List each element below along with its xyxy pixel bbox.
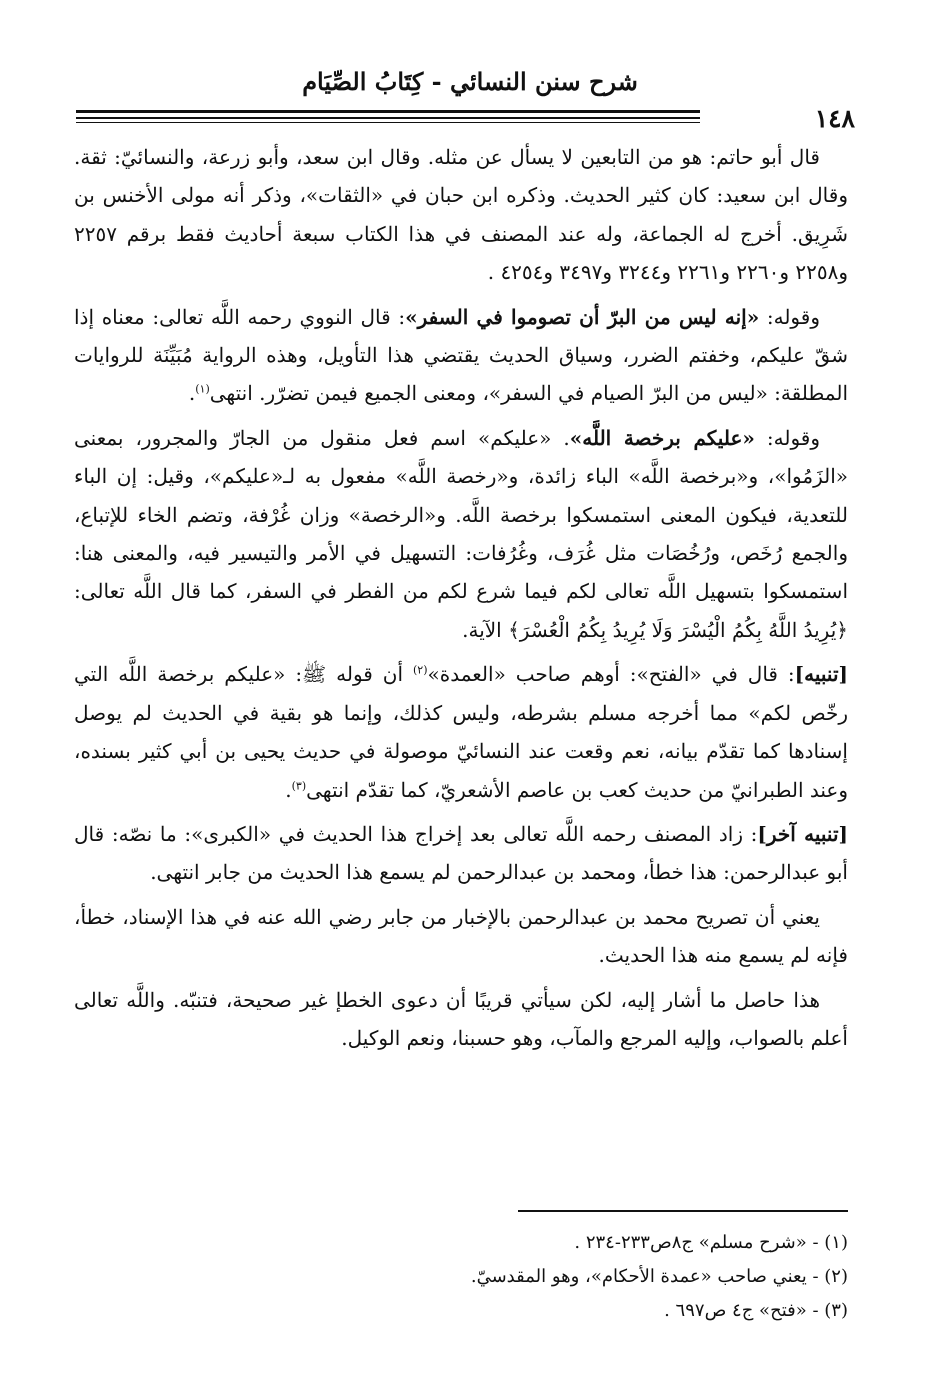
notice-label: [تنبيه] xyxy=(794,662,848,687)
paragraph-text: : قال في «الفتح»: أوهم صاحب «العمدة» xyxy=(427,662,795,687)
paragraph-end: . xyxy=(188,381,196,406)
paragraph-lead: وقوله: xyxy=(754,425,821,450)
paragraph-text: : قال النووي رحمه اللَّه تعالى: معناه إذا شقّ عليكم، وخفتم الضرر، وسياق الحديث يقتضي هذا التأويل، وهذه الرواية مُبَيِّنَة للروايات المطلقة: «ليس من البرّ الصيام في السفر»، ومعنى الجميع فيمن تضرّر. انتهى xyxy=(74,304,848,406)
footnote-marker: (٣) xyxy=(291,778,307,792)
page-number: ١٤٨ xyxy=(814,104,855,133)
header-rule xyxy=(76,117,700,119)
hadith-quote: «إنه ليس من البرّ أن تصوموا في السفر» xyxy=(405,304,760,329)
paragraph-explanation: يعني أن تصريح محمد بن عبدالرحمن بالإخبار من جابر رضي الله عنه في هذا الإسناد، خطأ، فإنه لم يسمع منه هذا الحديث. xyxy=(74,904,848,968)
paragraph-another-notice xyxy=(74,815,848,892)
paragraph-concession xyxy=(74,419,848,649)
running-title: شرح سنن النسائي - كِتَابُ الصِّيَام xyxy=(302,67,638,96)
paragraph-notice xyxy=(74,655,848,809)
main-text xyxy=(74,138,848,1063)
paragraph-text: . «عليكم» اسم فعل منقول من الجارّ والمجرور، بمعنى «الزَمُوا»، و«برخصة اللَّه» الباء زائدة، و«رخصة اللَّه» مفعول به لـ«عليكم»، وقيل: إن الباء للتعدية، فيكون المعنى استمسكوا برخصة اللَّه. و«الرخصة» وزان غُرْفة، وتضم الخاء للإتباع، والجمع رُخَص، ورُخُصَات مثل غُرَف، وغُرُفات: التسهيل في الأمر والتيسير فيه، والمعنى هنا: استمسكوا بتسهيل اللَّه تعالى لكم فيما شرع لكم من الفطر في السفر، كما قال اللَّه تعالى: ﴿يُرِيدُ اللَّهُ بِكُمُ الْيُسْرَ وَلَا يُرِيدُ بِكُمُ الْعُسْرَ﴾ الآية. xyxy=(74,425,848,642)
footnote-item: (٢) - يعني صاحب «عمدة الأحكام»، وهو المقدسيّ. xyxy=(470,1266,848,1287)
paragraph-lead: وقوله: xyxy=(759,304,820,329)
paragraph-end: . xyxy=(285,777,292,802)
paragraph-conclusion: هذا حاصل ما أشار إليه، لكن سيأتي قريبًا أن دعوى الخطإ غير صحيحة، فتنبّه. واللَّه تعالى أعلم بالصواب، وإليه المرجع والمآب، وهو حسبنا، ونعم الوكيل. xyxy=(74,987,848,1050)
footnote-item: (٣) - «فتح» ج٤ ص٦٩٧ . xyxy=(664,1300,848,1321)
notice-label: [تنبيه آخر] xyxy=(757,821,848,846)
paragraph-narrator-note: قال أبو حاتم: هو من التابعين لا يسأل عن مثله. وقال ابن سعد، وأبو زرعة، والنسائيّ: ثقة. وقال ابن سعيد: كان كثير الحديث. وذكره ابن حبان في «الثقات»، وذكر أنه مولى الأخنس بن شَرِيق. أخرج له الجماعة، وله عند المصنف في هذا الكتاب سبعة أحاديث فقط برقم ٢٢٥٧ و٢٢٥٨ و٢٢٦٠ و٢٢٦١ و٣٢٤٤ و٣٤٩٧ و٤٢٥٤ . xyxy=(74,145,848,285)
paragraph-text: أن قوله ﷺ: «عليكم برخصة اللَّه التي رخّص لكم» مما أخرجه مسلم بشرطه، وليس كذلك، وإنما هو بقية في الحديث لم يوصل إسنادها كما تقدّم بيانه، نعم وقعت عند النسائيّ موصولة في حديث يحيى بن أبي كثير بسنده، وعند الطبرانيّ من حديث كعب بن عاصم الأشعريّ، كما تقدّم انتهى xyxy=(74,662,848,802)
footnote-marker: (٢) xyxy=(412,663,428,677)
footnote-marker: (١) xyxy=(195,382,210,396)
footnote-item: (١) - «شرح مسلم» ج٨ص٢٣٣-٢٣٤ . xyxy=(574,1232,848,1253)
footnote-divider xyxy=(518,1210,848,1212)
paragraph-text: : زاد المصنف رحمه اللَّه تعالى بعد إخراج هذا الحديث في «الكبرى»: ما نصّه: قال أبو عبدالرحمن: هذا خطأ، ومحمد بن عبدالرحمن لم يسمع هذا الحديث من جابر انتهى. xyxy=(74,821,848,885)
footnotes xyxy=(248,1226,848,1328)
header-rule xyxy=(76,110,700,113)
header-rule xyxy=(76,122,700,123)
hadith-quote: «عليكم برخصة اللَّه» xyxy=(569,425,755,450)
paragraph-fasting-in-travel xyxy=(74,298,848,413)
